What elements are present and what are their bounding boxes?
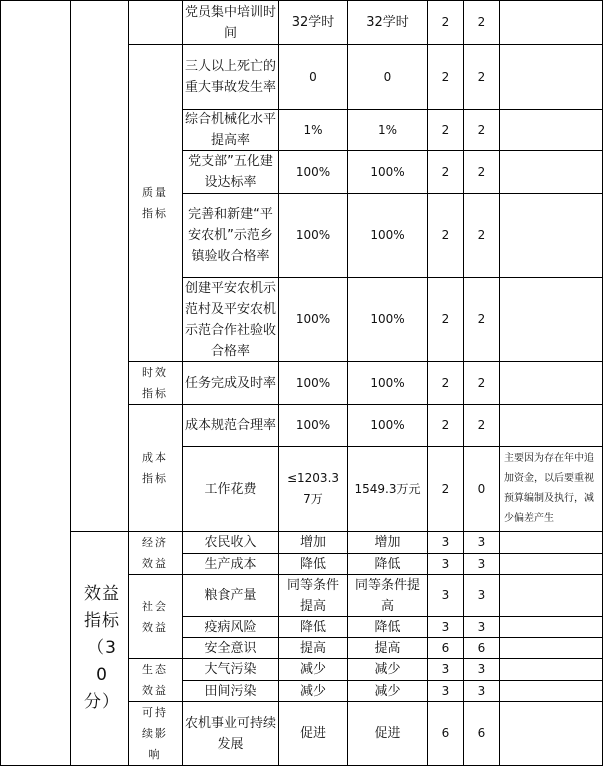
weight-cell: 2 xyxy=(441,418,450,432)
actual-cell: 1% xyxy=(377,122,398,137)
actual-cell: 32学时 xyxy=(366,15,409,30)
weight-cell: 2 xyxy=(441,228,450,242)
score-cell: 2 xyxy=(477,69,486,84)
indicator-cell: 完善和新建“平安农机”示范乡镇验收合格率 xyxy=(188,207,273,264)
category-cost: 成本指标 xyxy=(142,451,168,485)
col-divider xyxy=(0,0,1,766)
actual-cell: 100% xyxy=(370,375,405,390)
weight-cell: 3 xyxy=(441,619,450,634)
category-timeliness: 时效指标 xyxy=(142,366,168,400)
score-cell: 3 xyxy=(477,535,486,549)
score-cell: 2 xyxy=(477,375,486,390)
score-cell: 0 xyxy=(477,481,486,496)
target-cell: 减少 xyxy=(299,683,326,699)
indicator-cell: 工作花费 xyxy=(204,481,257,497)
indicator-cell: 三人以上死亡的重大事故发生率 xyxy=(185,59,277,95)
score-cell: 3 xyxy=(477,662,486,676)
indicator-cell: 党支部”五化建设达标率 xyxy=(188,154,273,190)
target-cell: ≤1203.37万 xyxy=(286,471,340,506)
weight-cell: 3 xyxy=(441,683,450,698)
indicator-cell: 任务完成及时率 xyxy=(185,375,277,391)
target-cell: 100% xyxy=(295,228,331,242)
actual-cell: 减少 xyxy=(374,683,401,699)
subcategory-ecological: 生态效益 xyxy=(142,663,168,697)
score-cell: 6 xyxy=(477,640,486,655)
actual-cell: 降低 xyxy=(374,619,401,635)
target-cell: 降低 xyxy=(299,556,326,572)
indicator-cell: 农民收入 xyxy=(204,535,257,550)
weight-cell: 2 xyxy=(441,375,450,390)
weight-cell: 2 xyxy=(441,481,450,496)
target-cell: 减少 xyxy=(299,662,326,677)
actual-cell: 100% xyxy=(370,312,405,326)
target-cell: 100% xyxy=(295,375,331,390)
weight-cell: 2 xyxy=(441,122,450,137)
actual-cell: 同等条件提高 xyxy=(354,577,420,614)
indicator-cell: 疫病风险 xyxy=(204,619,257,635)
score-cell: 3 xyxy=(477,588,486,602)
weight-cell: 2 xyxy=(441,312,450,326)
score-cell: 2 xyxy=(477,418,486,432)
actual-cell: 促进 xyxy=(374,726,401,741)
target-cell: 100% xyxy=(295,418,331,432)
indicator-cell: 成本规范合理率 xyxy=(185,418,277,433)
actual-cell: 减少 xyxy=(374,662,401,677)
actual-cell: 增加 xyxy=(374,535,401,550)
deviation-note: 主要因为存在年中追加资金，以后要重视预算编制及执行，减少偏差产生 xyxy=(504,453,594,524)
weight-cell: 2 xyxy=(441,15,450,29)
weight-cell: 3 xyxy=(441,535,450,549)
weight-cell: 6 xyxy=(441,726,450,740)
score-cell: 2 xyxy=(477,228,486,242)
indicator-cell: 综合机械化水平提高率 xyxy=(185,112,277,148)
indicator-cell: 党员集中培训时间 xyxy=(185,4,277,41)
weight-cell: 2 xyxy=(441,164,450,179)
table-border-right xyxy=(602,0,603,766)
weight-cell: 3 xyxy=(441,662,450,676)
indicator-cell: 生产成本 xyxy=(204,556,257,572)
indicator-cell: 农机事业可持续发展 xyxy=(185,715,277,752)
category-quality: 质量指标 xyxy=(142,186,168,220)
score-cell: 6 xyxy=(477,726,486,740)
actual-cell: 1549.3万元 xyxy=(354,481,421,496)
score-cell: 3 xyxy=(477,683,486,698)
indicator-cell: 创建平安农机示范村及平安农机示范合作社验收合格率 xyxy=(185,280,277,359)
score-cell: 3 xyxy=(477,619,486,634)
target-cell: 降低 xyxy=(299,619,326,635)
score-cell: 2 xyxy=(477,312,486,326)
score-cell: 3 xyxy=(477,556,486,571)
col-divider xyxy=(499,0,500,766)
col-divider xyxy=(128,0,129,766)
target-cell: 100% xyxy=(295,312,331,326)
score-cell: 2 xyxy=(477,15,486,29)
actual-cell: 降低 xyxy=(374,556,401,572)
score-cell: 2 xyxy=(477,122,486,137)
subcategory-social: 社会效益 xyxy=(142,599,168,634)
actual-cell: 0 xyxy=(383,69,392,84)
target-cell: 100% xyxy=(295,164,331,179)
weight-cell: 2 xyxy=(441,69,450,84)
target-cell: 同等条件提高 xyxy=(286,577,339,614)
target-cell: 提高 xyxy=(299,640,326,656)
category-benefit: 效益指标（30分） xyxy=(84,584,120,712)
target-cell: 0 xyxy=(309,69,317,84)
weight-cell: 3 xyxy=(441,556,450,571)
actual-cell: 100% xyxy=(370,418,405,432)
target-cell: 促进 xyxy=(299,726,326,741)
weight-cell: 3 xyxy=(441,588,450,602)
subcategory-economic: 经济效益 xyxy=(142,536,168,570)
target-cell: 32学时 xyxy=(291,15,335,30)
target-cell: 增加 xyxy=(299,535,326,550)
actual-cell: 100% xyxy=(370,164,405,179)
col-divider xyxy=(70,0,71,766)
subcategory-sustainable: 可持续影响 xyxy=(142,706,168,761)
weight-cell: 6 xyxy=(441,640,450,655)
target-cell: 1% xyxy=(303,122,323,137)
actual-cell: 提高 xyxy=(374,640,401,656)
indicator-cell: 安全意识 xyxy=(204,640,257,656)
indicator-cell: 粮食产量 xyxy=(204,588,257,603)
actual-cell: 100% xyxy=(370,228,405,242)
indicator-cell: 田间污染 xyxy=(204,683,257,699)
table-border-bottom xyxy=(0,765,603,766)
indicator-cell: 大气污染 xyxy=(204,662,257,677)
score-cell: 2 xyxy=(477,164,486,179)
